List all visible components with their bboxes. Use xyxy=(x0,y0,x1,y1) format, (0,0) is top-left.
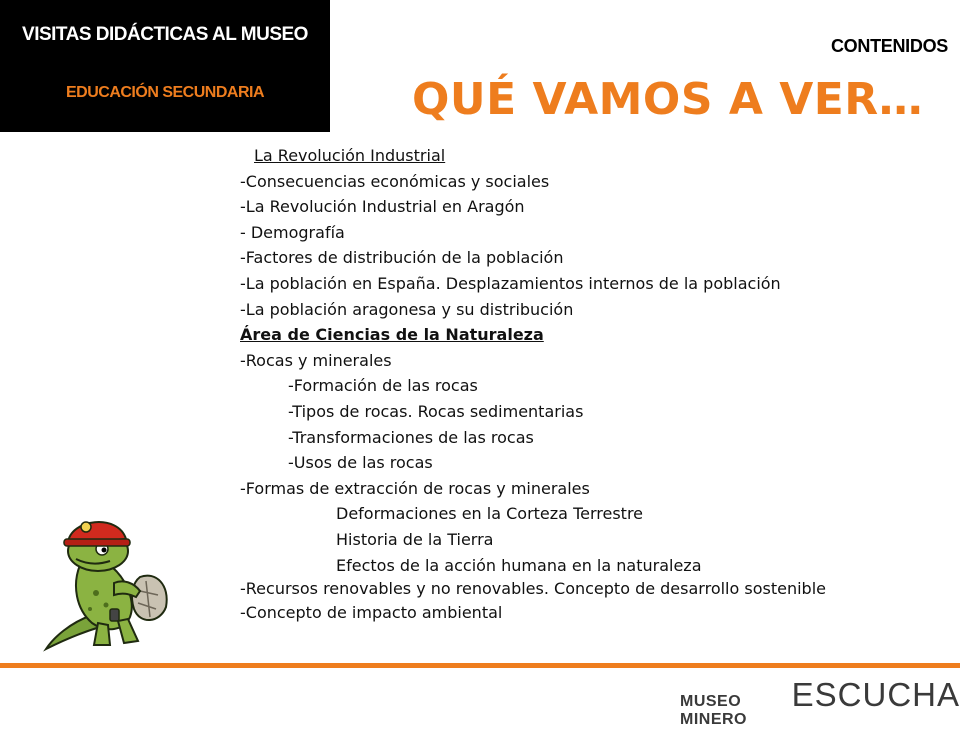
list-item: -La población aragonesa y su distribución xyxy=(240,299,574,319)
logo-text-small: MUSEO MINERO xyxy=(680,693,747,728)
header-subtitle: EDUCACIÓN SECUNDARIA xyxy=(65,84,264,101)
museum-logo xyxy=(680,676,960,728)
list-item: -Transformaciones de las rocas xyxy=(288,427,534,447)
list-item: -Consecuencias económicas y sociales xyxy=(240,171,550,191)
content-list xyxy=(240,143,900,626)
list-item: -Recursos renovables y no renovables. Concepto de desarrollo sostenible xyxy=(240,579,826,599)
divider-rule xyxy=(0,663,960,668)
list-item: -Concepto de impacto ambiental xyxy=(240,603,503,623)
list-item: Deformaciones en la Corteza Terrestre xyxy=(336,504,644,524)
header-title: VISITAS DIDÁCTICAS AL MUSEO xyxy=(22,24,308,45)
heading-ciencias-naturaleza xyxy=(240,322,900,348)
list-item: - Demografía xyxy=(240,222,345,242)
heading-text: Área de Ciencias de la Naturaleza xyxy=(240,325,544,345)
heading-revolucion-industrial xyxy=(240,143,900,169)
logo-text-large: ESCUCHA xyxy=(791,676,960,713)
list-item: Efectos de la acción humana en la naturaleza xyxy=(336,555,702,575)
list-item: Historia de la Tierra xyxy=(336,529,494,549)
heading-text: La Revolución Industrial xyxy=(254,146,446,165)
list-item: -Factores de distribución de la población xyxy=(240,248,564,268)
list-item: -Tipos de rocas. Rocas sedimentarias xyxy=(288,401,584,421)
list-item: -La población en España. Desplazamientos internos de la población xyxy=(240,273,781,293)
list-item: -Formación de las rocas xyxy=(288,376,478,396)
list-item: -Formas de extracción de rocas y minerales xyxy=(240,478,590,498)
list-item: -Rocas y minerales xyxy=(240,350,392,370)
page-title: QUÉ VAMOS A VER… xyxy=(412,74,924,125)
list-item: -Usos de las rocas xyxy=(288,453,433,473)
miner-lizard-mascot-icon xyxy=(40,505,180,655)
list-item: -La Revolución Industrial en Aragón xyxy=(240,197,525,217)
header-banner xyxy=(0,0,330,132)
section-label: CONTENIDOS xyxy=(830,36,948,56)
